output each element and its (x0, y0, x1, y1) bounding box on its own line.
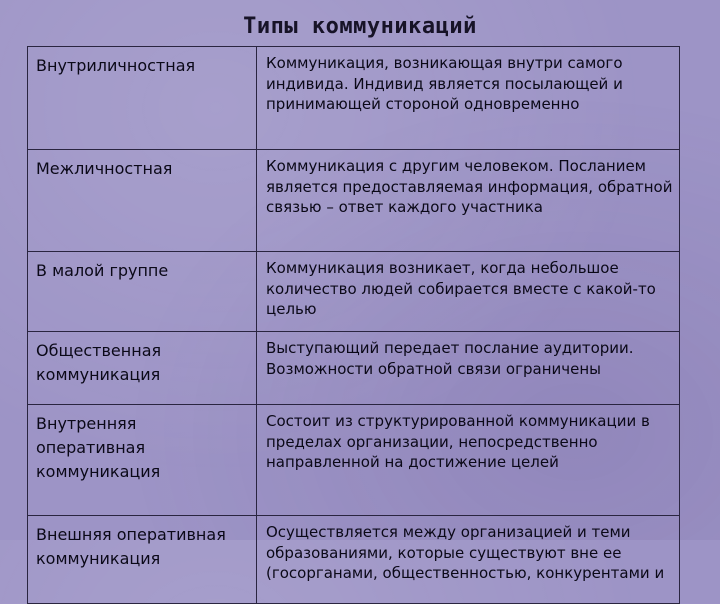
table-row (28, 47, 680, 150)
description-cell: Состоит из структурированной коммуникации в пределах организации, непосредственно направленной на достижение целей (257, 405, 680, 516)
table-row (28, 150, 680, 252)
table-row (28, 332, 680, 405)
description-cell: Коммуникация возникает, когда небольшое количество людей собирается вместе с какой-то целью (257, 252, 680, 332)
type-cell: Внешняя оперативная коммуникация (28, 516, 257, 604)
table-row (28, 405, 680, 516)
type-cell: Внутренняя оперативная коммуникация (28, 405, 257, 516)
type-cell: Внутриличностная (28, 47, 257, 150)
description-cell: Осуществляется между организацией и теми образованиями, которые существуют вне ее (госорганами, общественностью, конкурентами и (257, 516, 680, 604)
table-row (28, 516, 680, 604)
communication-types-table (27, 46, 680, 604)
slide-title: Типы коммуникаций (243, 14, 477, 39)
description-cell: Коммуникация, возникающая внутри самого индивида. Индивид является посылающей и принимающей стороной одновременно (257, 47, 680, 150)
description-cell: Выступающий передает послание аудитории. Возможности обратной связи ограничены (257, 332, 680, 405)
description-cell: Коммуникация с другим человеком. Посланием является предоставляемая информация, обратной связью – ответ каждого участника (257, 150, 680, 252)
table-row (28, 252, 680, 332)
type-cell: Общественная коммуникация (28, 332, 257, 405)
type-cell: В малой группе (28, 252, 257, 332)
type-cell: Межличностная (28, 150, 257, 252)
